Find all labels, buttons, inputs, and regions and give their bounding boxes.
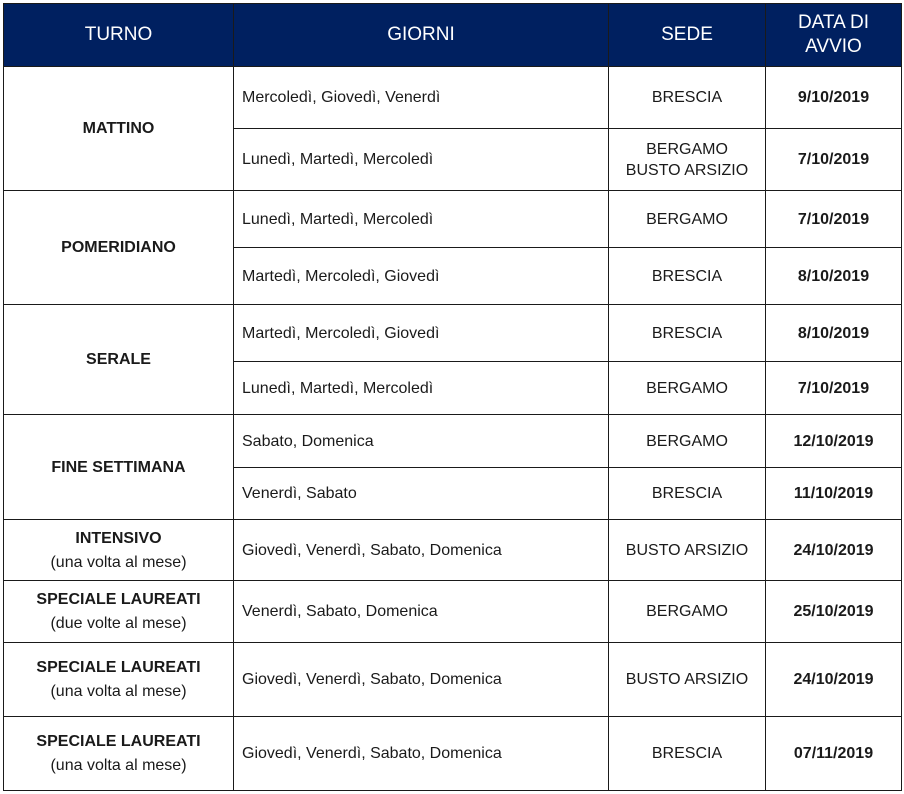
turno-frequency: (una volta al mese) <box>50 683 187 700</box>
giorni-cell: Giovedì, Venerdì, Sabato, Domenica <box>234 717 609 791</box>
header-data-avvio <box>766 4 902 67</box>
data-cell: 24/10/2019 <box>766 643 902 717</box>
header-giorni: GIORNI <box>234 4 609 67</box>
sede-line1: BERGAMO <box>646 140 728 158</box>
data-cell: 25/10/2019 <box>766 581 902 643</box>
turno-frequency: (una volta al mese) <box>50 757 187 774</box>
giorni-cell: Sabato, Domenica <box>234 415 609 468</box>
turno-cell <box>4 581 234 643</box>
header-data-line1: DATA DI <box>797 12 870 33</box>
sede-cell: BRESCIA <box>609 717 766 791</box>
data-cell: 12/10/2019 <box>766 415 902 468</box>
turno-title: SPECIALE LAUREATI <box>36 659 201 676</box>
sede-cell: BERGAMO <box>609 362 766 415</box>
turno-cell: SERALE <box>4 305 234 415</box>
data-cell: 8/10/2019 <box>766 305 902 362</box>
turno-cell: MATTINO <box>4 67 234 191</box>
giorni-cell: Giovedì, Venerdì, Sabato, Domenica <box>234 520 609 581</box>
data-cell: 9/10/2019 <box>766 67 902 129</box>
giorni-cell: Venerdì, Sabato <box>234 468 609 520</box>
table-row <box>4 305 902 362</box>
giorni-cell: Martedì, Mercoledì, Giovedì <box>234 305 609 362</box>
table-row <box>4 67 902 129</box>
turno-cell: POMERIDIANO <box>4 191 234 305</box>
schedule-table <box>3 3 902 791</box>
giorni-cell: Mercoledì, Giovedì, Venerdì <box>234 67 609 129</box>
sede-cell: BRESCIA <box>609 305 766 362</box>
sede-cell: BERGAMO <box>609 415 766 468</box>
turno-cell <box>4 520 234 581</box>
header-row <box>4 4 902 67</box>
sede-cell: BUSTO ARSIZIO <box>609 643 766 717</box>
table-row <box>4 717 902 791</box>
sede-cell: BERGAMO <box>609 581 766 643</box>
data-cell: 07/11/2019 <box>766 717 902 791</box>
data-cell: 7/10/2019 <box>766 362 902 415</box>
table-row <box>4 643 902 717</box>
sede-cell <box>609 129 766 191</box>
turno-title: SPECIALE LAUREATI <box>36 591 201 608</box>
sede-cell: BERGAMO <box>609 191 766 248</box>
header-sede: SEDE <box>609 4 766 67</box>
giorni-cell: Martedì, Mercoledì, Giovedì <box>234 248 609 305</box>
data-cell: 11/10/2019 <box>766 468 902 520</box>
giorni-cell: Lunedì, Martedì, Mercoledì <box>234 362 609 415</box>
header-turno: TURNO <box>4 4 234 67</box>
giorni-cell: Venerdì, Sabato, Domenica <box>234 581 609 643</box>
turno-title: INTENSIVO <box>75 529 162 547</box>
turno-cell <box>4 717 234 791</box>
giorni-cell: Giovedì, Venerdì, Sabato, Domenica <box>234 643 609 717</box>
sede-cell: BRESCIA <box>609 248 766 305</box>
sede-cell: BUSTO ARSIZIO <box>609 520 766 581</box>
sede-cell: BRESCIA <box>609 468 766 520</box>
turno-cell <box>4 643 234 717</box>
data-cell: 24/10/2019 <box>766 520 902 581</box>
table-row <box>4 191 902 248</box>
giorni-cell: Lunedì, Martedì, Mercoledì <box>234 191 609 248</box>
data-cell: 7/10/2019 <box>766 191 902 248</box>
table-row <box>4 415 902 468</box>
header-data-line2: AVVIO <box>805 36 862 57</box>
sede-line2: BUSTO ARSIZIO <box>625 161 749 179</box>
turno-cell: FINE SETTIMANA <box>4 415 234 520</box>
turno-frequency: (una volta al mese) <box>50 553 187 571</box>
sede-cell: BRESCIA <box>609 67 766 129</box>
data-cell: 8/10/2019 <box>766 248 902 305</box>
turno-title: SPECIALE LAUREATI <box>36 733 201 750</box>
turno-frequency: (due volte al mese) <box>50 615 187 632</box>
table-row <box>4 581 902 643</box>
table-row <box>4 520 902 581</box>
giorni-cell: Lunedì, Martedì, Mercoledì <box>234 129 609 191</box>
data-cell: 7/10/2019 <box>766 129 902 191</box>
